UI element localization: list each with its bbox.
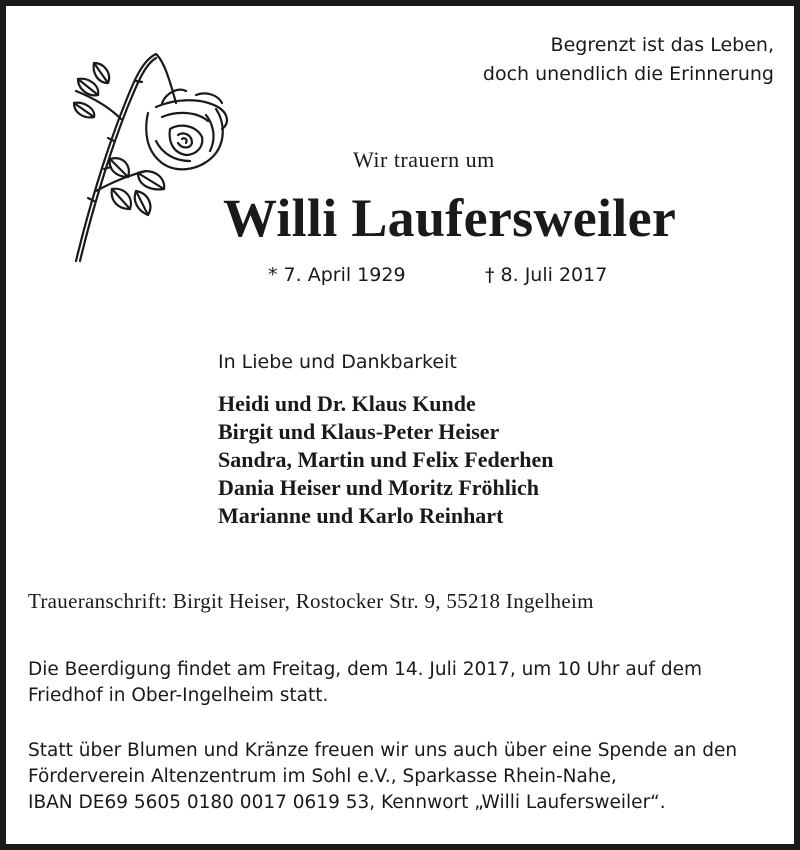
mourner-name: Heidi und Dr. Klaus Kunde [218,391,476,416]
donation-info [28,738,737,816]
deceased-name: Willi Laufersweiler [223,188,677,248]
mourner-name: Dania Heiser und Moritz Fröhlich [218,475,540,500]
quote-line-1: Begrenzt ist das Leben, [550,34,774,56]
funeral-line-2: Friedhof in Ober-Ingelheim statt. [28,685,329,706]
donation-line-1: Statt über Blumen und Kränze freuen wir uns auch über eine Spende an den [28,740,738,761]
mourner-name: Marianne und Karlo Reinhart [218,503,504,528]
funeral-info [28,657,702,709]
donation-line-3: IBAN DE69 5605 0180 0017 0619 53, Kennwort „Willi Laufersweiler“. [28,792,666,813]
death-date: † 8. Juli 2017 [485,264,608,286]
rose-icon [66,51,231,266]
quote-line-2: doch unendlich die Erinnerung [482,63,774,85]
mourner-name: Birgit und Klaus-Peter Heiser [218,419,500,444]
mourning-address: Traueranschrift: Birgit Heiser, Rostocker Str. 9, 55218 Ingelheim [28,589,594,613]
intro-text: Wir trauern um [353,147,495,172]
funeral-line-1: Die Beerdigung findet am Freitag, dem 14. Juli 2017, um 10 Uhr auf dem [28,659,702,680]
birth-date: * 7. April 1929 [268,264,406,286]
mourners-intro: In Liebe und Dankbarkeit [218,351,457,373]
memorial-quote [483,31,774,89]
donation-line-2: Förderverein Altenzentrum im Sohl e.V., Sparkasse Rhein-Nahe, [28,766,617,787]
mourners-list [218,390,554,530]
mourner-name: Sandra, Martin und Felix Federhen [218,447,554,472]
